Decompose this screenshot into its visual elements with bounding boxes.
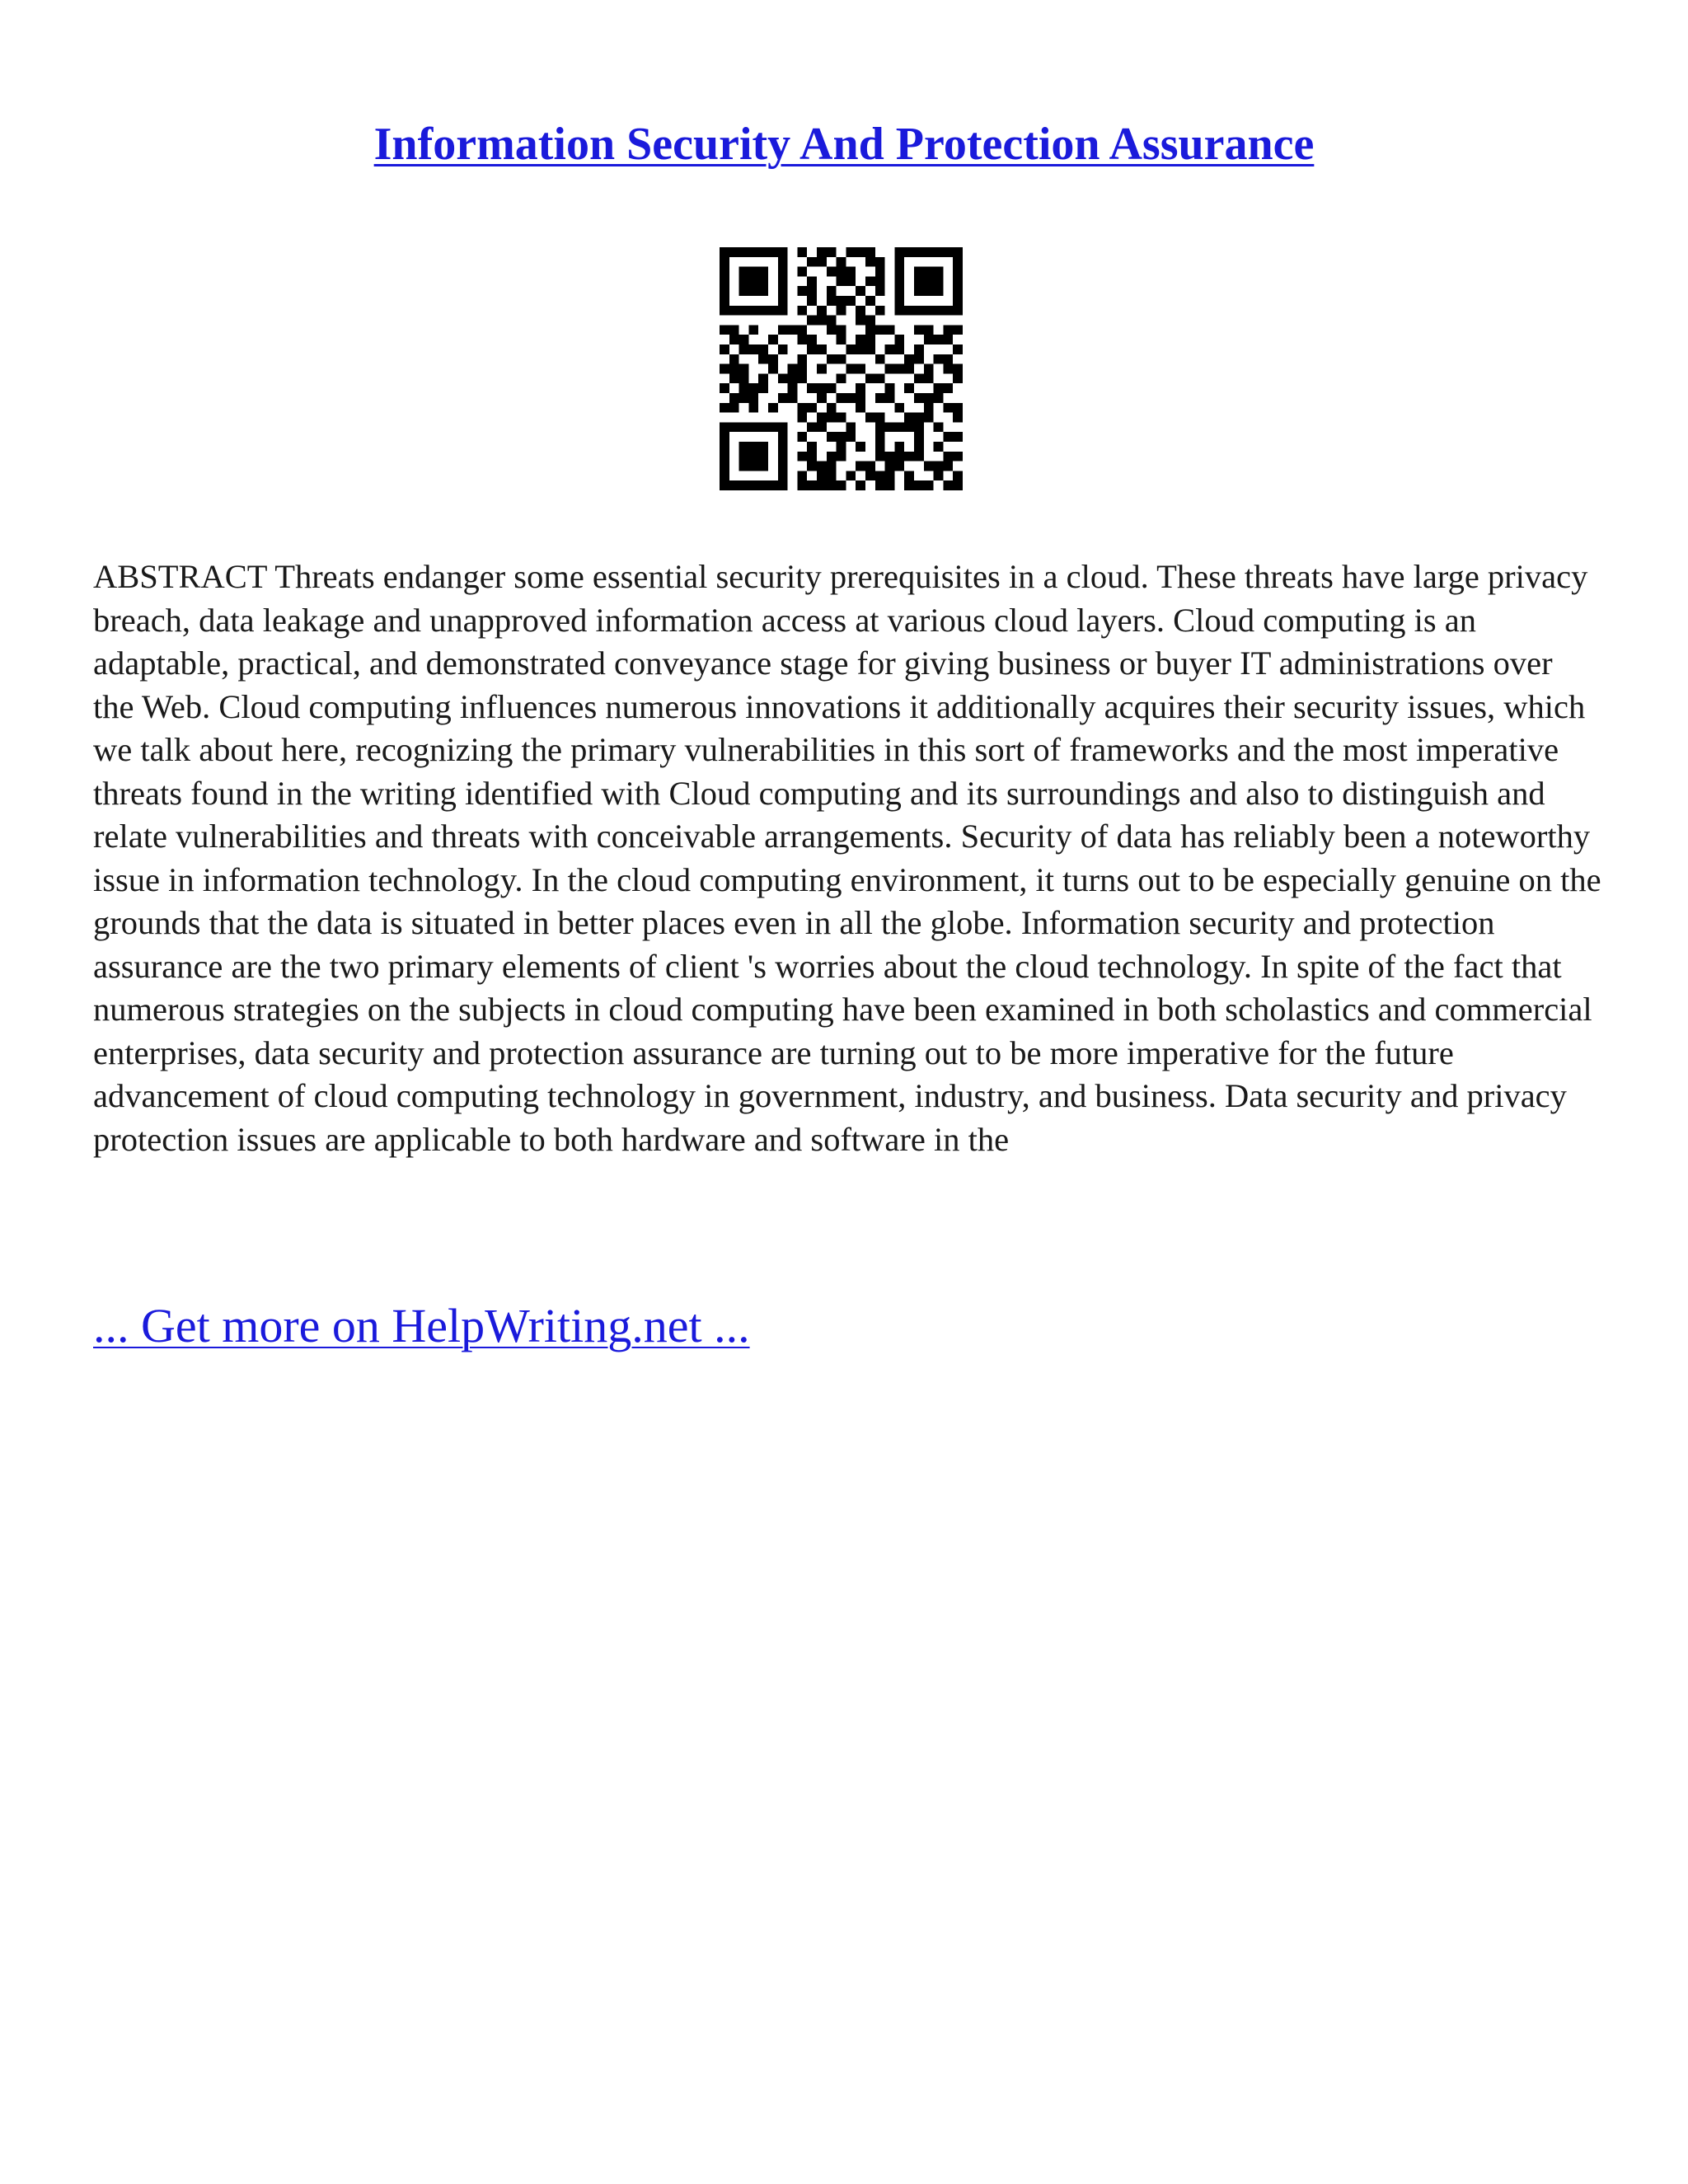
abstract-paragraph: ABSTRACT Threats endanger some essential security prerequisites in a cloud. These threats have large privacy breach, data leakage and unapproved information access at various cloud layers. Cloud computing is an adaptable, practical, and demonstrated conveyance stage for giving business or buyer IT administrations over the Web. Cloud computing influences numerous innovations it additionally acquires their security issues, which we talk about here, recognizing the primary vulnerabilities in this sort of frameworks and the most imperative threats found in the writing identified with Cloud computing and its surroundings and also to distinguish and relate vulnerabilities and threats with conceivable arrangements. Security of data has reliably been a noteworthy issue in information technology. In the cloud computing environment, it turns out to be especially genuine on the grounds that the data is situated in better places even in all the globe. Information security and protection assurance are the two primary elements of client 's worries about the cloud technology. In spite of the fact that numerous strategies on the subjects in cloud computing have been examined in both scholastics and commercial enterprises, data security and protection assurance are turning out to be more imperative for the future advancement of cloud computing technology in government, industry, and business. Data security and privacy protection issues are applicable to both hardware and software in the xyxy=(93,558,1601,1158)
get-more-link[interactable]: ... Get more on HelpWriting.net ... xyxy=(93,1299,750,1352)
qr-code-icon xyxy=(720,247,963,490)
document-title-heading xyxy=(0,115,1688,173)
get-more-link-container xyxy=(93,1297,750,1355)
document-title-link[interactable]: Information Security And Protection Assurance xyxy=(373,119,1315,170)
